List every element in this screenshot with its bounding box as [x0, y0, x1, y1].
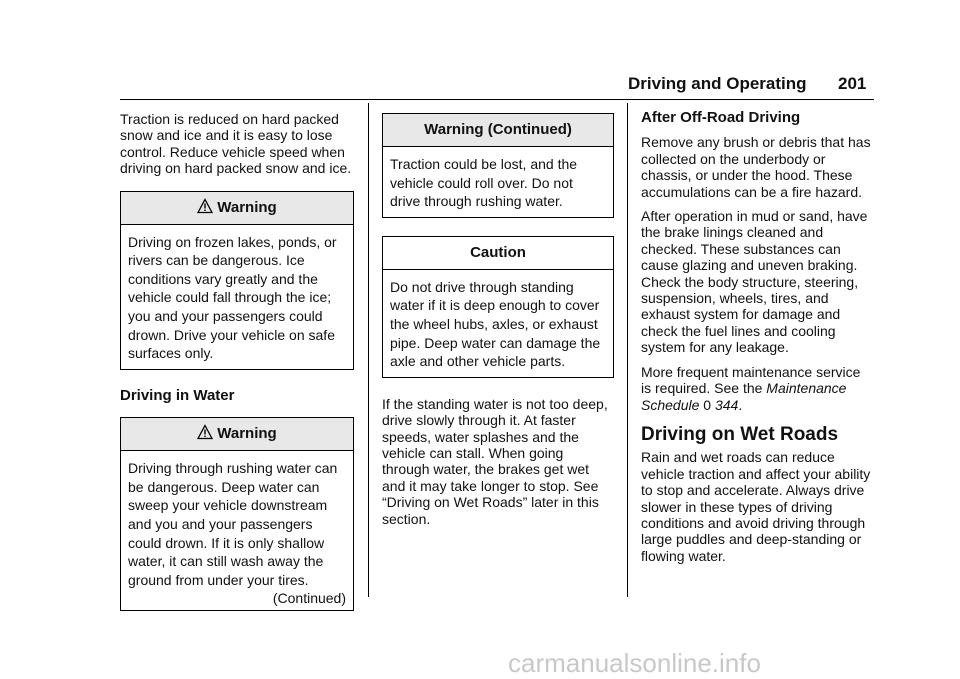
warning-header: [121, 418, 353, 451]
intro-paragraph: Traction is reduced on hard packed snow and ice and it is easy to lose control. Reduce vehicle speed when driving on hard packed snow and ice.: [120, 111, 352, 177]
warning-title: Warning: [217, 198, 277, 216]
section-title: Driving and Operating: [628, 74, 807, 93]
warning-text: Driving through rushing water can be dangerous. Deep water can sweep your vehicle downstream and you and your passengers could drown. If it is only shallow water, it can still wash away the ground from under your tires.: [128, 460, 338, 588]
warning-continued-text: Traction could be lost, and the vehicle could roll over. Do not drive through rushing water.: [390, 156, 578, 210]
maintenance-paragraph: [641, 364, 873, 413]
warning-body: [121, 451, 353, 610]
maintenance-schedule-link[interactable]: Maintenance Schedule: [641, 380, 847, 413]
warning-box: [120, 191, 354, 370]
paragraph: Remove any brush or debris that has collected on the underbody or chassis, or under the hood. These accumulations can be a fire hazard.: [641, 134, 871, 200]
warning-continued-box: [382, 113, 614, 218]
warning-triangle-icon: [197, 198, 213, 214]
warning-triangle-icon: [197, 424, 213, 440]
paragraph: After operation in mud or sand, have the brake linings cleaned and checked. These substances can cause glazing and uneven braking. Check the body structure, steering, suspension, wheels, tires, and exhaust system for damage and check the fuel lines and cooling system for any leakage.: [641, 208, 868, 356]
caution-text: Do not drive through standing water if it is deep enough to cover the wheel hubs, axles, or exhaust pipe. Deep water can damage the axle and other vehicle parts.: [390, 278, 601, 370]
header-rule: [120, 99, 874, 100]
watermark: carmanualsonline.info: [508, 648, 761, 678]
warning-box: [120, 417, 354, 611]
after-off-road-heading: After Off-Road Driving: [641, 109, 801, 126]
caution-header: Caution: [383, 237, 613, 270]
column-2: [382, 113, 614, 535]
warning-continued-header: Warning (Continued): [383, 114, 613, 147]
caution-box: [382, 236, 614, 378]
paragraph-text: .: [738, 396, 743, 413]
column-3: [641, 110, 873, 572]
paragraph: Rain and wet roads can reduce vehicle traction and affect your ability to stop and accelerate. Always drive slower in these types of driving conditions and avoid driving through large puddles and deep-standing or flowing water.: [641, 449, 871, 564]
continued-label: (Continued): [272, 590, 346, 607]
column-divider: [627, 103, 628, 597]
paragraph-text: More frequent maintenance service is required. See the: [641, 363, 861, 397]
driving-in-water-heading: Driving in Water: [120, 386, 235, 404]
standing-water-paragraph: If the standing water is not too deep, drive slowly through it. At faster speeds, water splashes and the vehicle can stall. When going through water, the brakes get wet and it may take longer to stop. See “Driving on Wet Roads” later in this section.: [382, 395, 608, 527]
warning-header: [121, 192, 353, 225]
page-number: 201: [838, 74, 867, 93]
driving-on-wet-roads-heading: Driving on Wet Roads: [641, 423, 839, 445]
column-divider: [368, 103, 369, 597]
column-1: [120, 111, 354, 611]
page-ref-number[interactable]: 344: [714, 396, 739, 413]
warning-text: Driving on frozen lakes, ponds, or rivers can be dangerous. Ice conditions vary greatly and the vehicle could fall through the ice; you and your passengers could drown. Drive your vehicle on safe surfaces only.: [128, 233, 337, 362]
page-ref-symbol: 0: [703, 396, 712, 413]
warning-title: Warning: [217, 425, 277, 443]
